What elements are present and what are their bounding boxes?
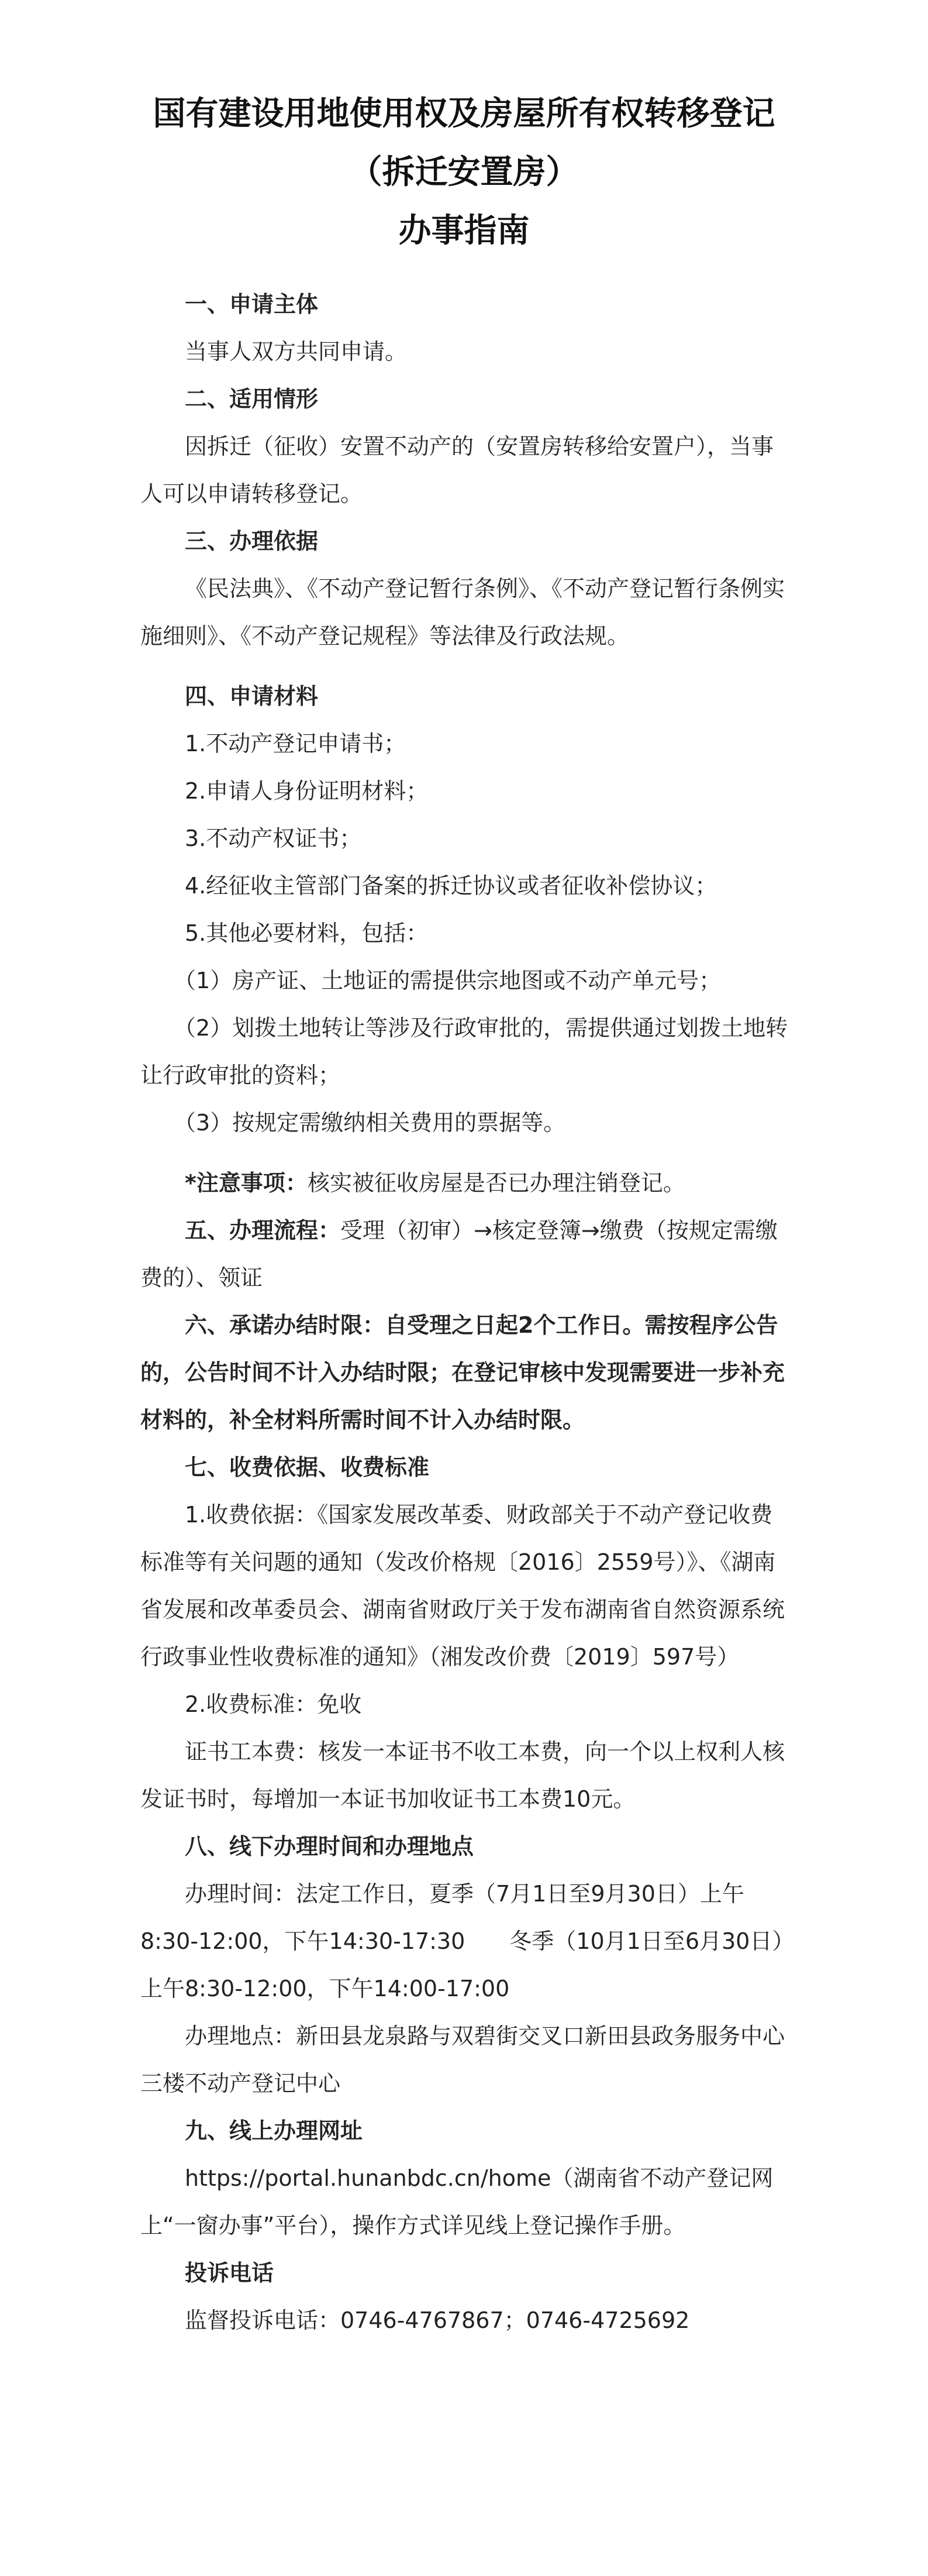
section-heading-basis: 三、办理依据 [185,528,319,554]
office-hours-text: 办理时间：法定工作日，夏季（7月1日至9月30日）上午8:30-12:00，下午14:30-17:30 冬季（10月1日至6月30日）上午8:30-12:00，下午14:00-17:00 [140,1881,784,2001]
online-url-text: https://portal.hunanbdc.cn/home（湖南省不动产登记网上“一窗办事”平台），操作方式详见线上登记操作手册。 [140,2165,774,2238]
document-subtitle: （拆迁安置房） [349,153,579,191]
document-guide-title: 办事指南 [398,212,530,250]
section-heading-offline: 八、线下办理时间和办理地点 [185,1834,474,1859]
material-subitem: （1）房产证、土地证的需提供宗地图或不动产单元号； [174,968,722,993]
material-item: 4.经征收主管部门备案的拆迁协议或者征收补偿协议； [185,873,717,899]
document-title: 国有建设用地使用权及房屋所有权转移登记 [153,95,775,133]
material-item: 1.不动产登记申请书； [185,731,406,756]
office-address-text: 办理地点：新田县龙泉路与双碧街交叉口新田县政务服务中心三楼不动产登记中心 [140,2023,785,2096]
document-body [140,281,789,2344]
section-heading-materials: 四、申请材料 [185,683,319,709]
notice-text: 核实被征收房屋是否已办理注销登记。 [307,1170,685,1196]
section-heading-applicant: 一、申请主体 [185,291,319,317]
process-label: 五、办理流程： [185,1218,341,1243]
time-limit-paragraph [140,1302,789,1444]
material-item: 5.其他必要材料，包括： [185,920,429,946]
section-text-applicant: 当事人双方共同申请。 [185,339,408,364]
time-limit-text: 自受理之日起2个工作日。需按程序公告的，公告时间不计入办结时限；在登记审核中发现需要进一步补充材料的，补全材料所需时间不计入办结时限。 [140,1312,785,1433]
section-heading-scope: 二、适用情形 [185,386,319,412]
complaint-phone-text: 监督投诉电话：0746-4767867；0746-4725692 [185,2307,690,2333]
material-item: 3.不动产权证书； [185,826,362,851]
material-subitem: （3）按规定需缴纳相关费用的票据等。 [174,1110,566,1136]
time-limit-label: 六、承诺办结时限： [185,1312,385,1338]
material-subitem: （2）划拨土地转让等涉及行政审批的，需提供通过划拨土地转让行政审批的资料； [140,1015,788,1088]
notice-label: *注意事项： [185,1170,308,1196]
process-text: 受理（初审）→核定登簿→缴费（按规定需缴费的）、领证 [140,1218,778,1291]
notice-paragraph [140,1160,789,1207]
process-paragraph [140,1207,789,1302]
section-heading-online: 九、线上办理网址 [185,2118,363,2144]
fee-basis-text: 1.收费依据：《国家发展改革委、财政部关于不动产登记收费标准等有关问题的通知（发改价格规〔2016〕2559号）》、《湖南省发展和改革委员会、湖南省财政厅关于发布湖南省自然资源系统行政事业性收费标准的通知》（湘发改价费〔2019〕597号） [140,1502,785,1670]
certificate-fee-text: 证书工本费：核发一本证书不收工本费，向一个以上权利人核发证书时，每增加一本证书加收证书工本费10元。 [140,1739,785,1812]
section-text-scope: 因拆迁（征收）安置不动产的（安置房转移给安置户），当事人可以申请转移登记。 [140,434,774,507]
spacer [140,660,789,673]
material-item: 2.申请人身份证明材料； [185,778,429,804]
section-text-basis: 《民法典》、《不动产登记暂行条例》、《不动产登记暂行条例实施细则》、《不动产登记规程》等法律及行政法规。 [140,576,785,649]
spacer [140,1147,789,1160]
section-heading-complaint: 投诉电话 [185,2260,274,2286]
fee-standard-text: 2.收费标准：免收 [185,1691,362,1717]
section-heading-fees: 七、收费依据、收费标准 [185,1454,430,1480]
